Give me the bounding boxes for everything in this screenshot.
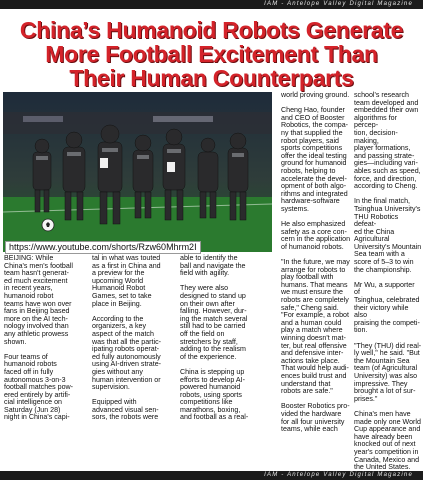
- column-paragraph: According to the organizers, a key aspect of the match was that all the partic- ipating robots operat- ed fully autonomously using AI-driven strate- gies without any human intervention or supervision.: [92, 314, 161, 392]
- article-column-5: [354, 92, 422, 479]
- column-paragraph: world proving ground.: [281, 91, 350, 99]
- column-paragraph: China is stepping up efforts to develop AI- powered humanoid robots, using sports competitions like marathons, boxing, and football as a real-: [180, 367, 249, 422]
- column-paragraph: In the final match, Tsinghua University's THU Robotics defeat- ed the China Agricultural University's Mountain Sea team with a score of 5–3 to win the championship.: [354, 197, 422, 274]
- header-bar: [0, 0, 423, 9]
- robot-football-image: [3, 92, 272, 252]
- article-column-4: [281, 92, 361, 441]
- column-paragraph: Booster Robotics pro- vided the hardware for all four university teams, while each: [281, 402, 350, 434]
- column-paragraph: Equipped with advanced visual sen- sors, the robots were: [92, 398, 159, 422]
- column-paragraph: Four teams of humanoid robots faced off in fully autonomous 3-on-3 football matches pow- ered entirely by artifi- cial intelligence on Saturday (Jun 28) night in China's capi-: [4, 352, 74, 422]
- column-paragraph: They were also designed to stand up on their own after falling. However, dur- ing the match several still had to be carried off the field on stretchers by staff, adding to the realism of the experience.: [180, 284, 248, 361]
- robot-football-photo: [3, 92, 272, 252]
- article-headline: China’s Humanoid Robots Generate More Football Excitement Than Their Human Counterparts: [19, 17, 404, 91]
- magazine-name-top: IAM - Antelope Valley Digital Magazine: [264, 1, 413, 7]
- column-paragraph: able to identify the ball and navigate the field with agility.: [180, 254, 246, 278]
- article-column-1: [4, 255, 92, 430]
- column-paragraph: Cheng Hao, founder and CEO of Booster Robotics, the compa- ny that supplied the robot players, said sports competitions offer the ideal testing ground for humanoid robots, helping to accelerate the devel- opment of both algo- rithms and integrated hardware-software systems.: [281, 106, 349, 213]
- column-paragraph: "They (THU) did real- ly well," he said. "But the Mountain Sea team (of Agricultural University) was also impressive. They brought a lot of sur- prises.": [354, 341, 422, 403]
- article-column-2: [92, 255, 178, 430]
- column-paragraph: tal in what was touted as a first in China and a preview for the upcoming World Humanoid Robot Games, set to take place in Beijing.: [92, 254, 161, 308]
- column-paragraph: He also emphasized safety as a core con- cern in the application of humanoid robots.: [281, 220, 351, 251]
- column-paragraph: school's research team developed and embedded their own algorithms for percep- tion, decision-making, player formations, and passing strate- gies—including vari- ables such as speed, force, and direction, according to Cheng.: [354, 91, 421, 191]
- footer-bar: [0, 471, 423, 480]
- article-column-3: [180, 255, 266, 430]
- column-paragraph: China's men have made only one World Cup appearance and have already been knocked out of next year's competition in Canada, Mexico and the United States.: [354, 409, 421, 472]
- video-link[interactable]: https://www.youtube.com/shorts/Rzw60Mhrm2I: [5, 241, 201, 254]
- column-paragraph: BEIJING: While China's men's football team hasn't generat- ed much excitement in recent years, humanoid robot teams have won over fans in Beijing based more on the AI tech- nology involved than any athletic prowess shown.: [4, 254, 73, 346]
- column-paragraph: "In the future, we may arrange for robots to play football with humans. That means we must ensure the robots are completely safe," Cheng said. "For example, a robot and a human could play a match where winning doesn't mat- ter, but real offensive and defensive inter- actions take place. That would help audi- ences build trust and understand that robots are safe.": [281, 258, 350, 396]
- magazine-name-bottom: IAM - Antelope Valley Digital Magazine: [264, 472, 413, 478]
- column-paragraph: Mr Wu, a supporter of Tsinghua, celebrated their victory while also praising the competi- tion.: [354, 280, 420, 335]
